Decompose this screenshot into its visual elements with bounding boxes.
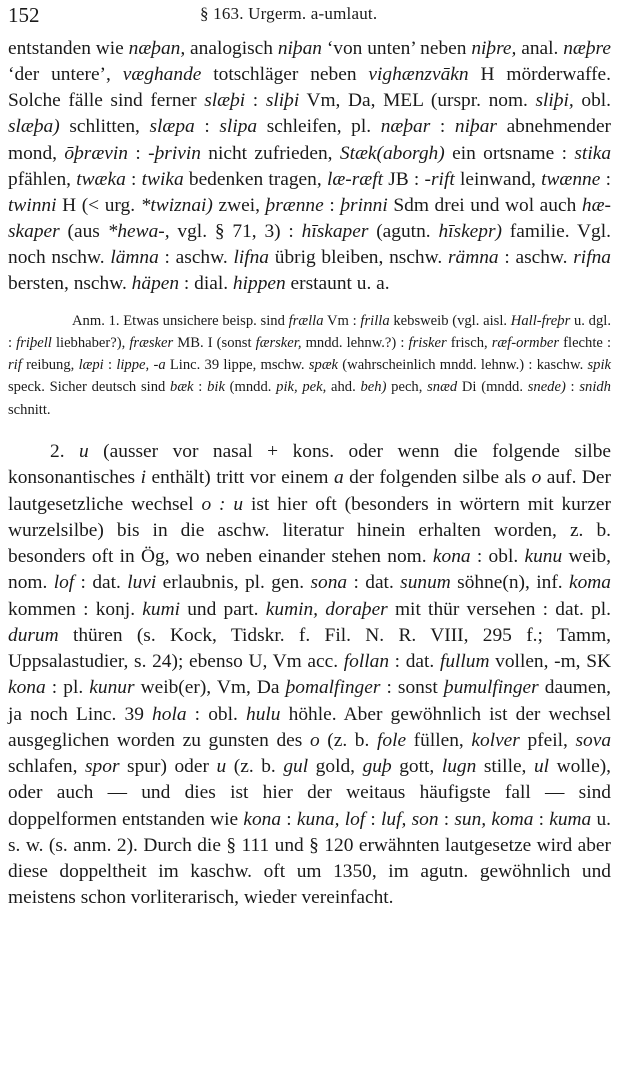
text-run: : bbox=[127, 142, 149, 164]
text-run: ahd. bbox=[326, 379, 361, 396]
text-run: stille, bbox=[476, 756, 534, 778]
italic-form: frælla bbox=[288, 312, 324, 329]
italic-form: kumi bbox=[142, 598, 180, 620]
italic-form: læ-ræft bbox=[326, 168, 383, 190]
text-run: vgl. § 71, 3) : bbox=[169, 221, 302, 243]
italic-form: sliþi, bbox=[535, 90, 574, 112]
italic-form: son bbox=[411, 808, 439, 830]
text-run: weib, nom. bbox=[8, 546, 611, 594]
text-run: : dial. bbox=[179, 273, 233, 295]
text-run: : bbox=[533, 808, 550, 830]
text-run: kommen : konj. bbox=[8, 598, 143, 620]
italic-form: hīskepr) bbox=[438, 221, 502, 243]
italic-form: lof bbox=[344, 808, 366, 830]
text-run: reibung, bbox=[21, 357, 79, 374]
text-run: ist hier oft (besonders in wörtern mit kurzer wurzelsilbe) bis in die aschw. literatur hinein erhalten worden, z. b. besonders oft in Ög, wo neben einander stehen nom. bbox=[8, 493, 611, 568]
text-run: : sonst bbox=[380, 677, 444, 699]
italic-form: luvi bbox=[127, 572, 157, 594]
text-run: pech, bbox=[386, 379, 428, 396]
italic-form: *hewa-, bbox=[107, 221, 170, 243]
italic-form: rifna bbox=[573, 247, 611, 269]
text-run: Vm : bbox=[323, 312, 361, 329]
text-run: : bbox=[565, 379, 580, 396]
italic-form: niþar bbox=[454, 116, 497, 138]
italic-form: frisker bbox=[408, 334, 447, 351]
italic-form: kona bbox=[243, 808, 282, 830]
italic-form: sunum bbox=[400, 572, 451, 594]
italic-form: næþan, bbox=[128, 38, 186, 59]
italic-form: kunu bbox=[524, 546, 563, 568]
text-run: kebsweib (vgl. aisl. bbox=[389, 312, 511, 329]
text-run: füllen, bbox=[406, 729, 472, 751]
text-run: mndd. lehnw.?) : bbox=[301, 334, 409, 351]
text-run: : bbox=[281, 808, 297, 830]
italic-form: luf, bbox=[381, 808, 407, 830]
italic-form: u bbox=[79, 441, 89, 463]
italic-form: *twiznai) bbox=[140, 194, 213, 216]
text-run: : dat. bbox=[389, 651, 440, 673]
italic-form: a bbox=[333, 467, 344, 489]
italic-form: sliþi bbox=[265, 90, 300, 112]
text-run: auf. Der lautgesetzliche wechsel bbox=[8, 467, 611, 515]
italic-form: guþ bbox=[362, 756, 392, 778]
italic-form: lof bbox=[53, 572, 75, 594]
text-run: zwei, bbox=[212, 194, 266, 216]
text-run: u. dgl. : bbox=[8, 312, 611, 351]
italic-form: færsker, bbox=[255, 334, 302, 351]
italic-form: -rift bbox=[424, 168, 455, 190]
italic-form: stika bbox=[574, 142, 612, 164]
text-run: söhne(n), inf. bbox=[450, 572, 569, 594]
text-run: vollen, -m, SK bbox=[489, 651, 611, 673]
italic-form: frilla bbox=[360, 312, 390, 329]
text-run: gott, bbox=[391, 756, 442, 778]
italic-form: twinni bbox=[8, 194, 57, 216]
text-run: : bbox=[430, 116, 455, 138]
italic-form: durum bbox=[8, 624, 59, 646]
text-run: gold, bbox=[308, 756, 363, 778]
text-run: : bbox=[600, 168, 611, 190]
text-run: : aschw. bbox=[498, 247, 574, 269]
italic-form: spæk bbox=[308, 357, 339, 374]
italic-form: twika bbox=[141, 168, 184, 190]
text-run: Vm, Da, MEL (urspr. nom. bbox=[299, 90, 536, 112]
italic-form: Hall-freþr bbox=[510, 312, 571, 329]
text-run: ‘der untere’, bbox=[8, 64, 123, 86]
italic-form: hulu bbox=[246, 703, 281, 725]
text-run: : obl. bbox=[470, 546, 525, 568]
text-run: u. s. w. (s. anm. 2). Durch die § 111 und § 120 erwähnten lautgesetze wird aber diese doppeltheit im kaschw. oft um 1350, im agutn. gewöhnlich und meistens schon vorliterarisch, wieder vereinfacht. bbox=[8, 808, 612, 909]
italic-form: twæka bbox=[76, 168, 126, 190]
italic-form: kumin, doraþer bbox=[265, 598, 388, 620]
running-header bbox=[8, 0, 611, 30]
italic-form: þrinni bbox=[340, 194, 388, 216]
italic-form: lippe, bbox=[116, 357, 150, 374]
italic-form: hippen bbox=[232, 273, 286, 295]
text-run: und part. bbox=[179, 598, 266, 620]
running-title: § 163. Urgerm. a-umlaut. bbox=[200, 4, 378, 23]
italic-form: þumulfinger bbox=[443, 677, 539, 699]
text-run: spur) oder bbox=[119, 756, 217, 778]
italic-form: hola bbox=[152, 703, 187, 725]
italic-form: koma bbox=[569, 572, 612, 594]
italic-form: spik bbox=[587, 357, 612, 374]
text-run: 2. bbox=[50, 441, 80, 463]
text-run: frisch, bbox=[446, 334, 492, 351]
text-run: (aus bbox=[59, 221, 108, 243]
italic-form: ul bbox=[533, 756, 550, 778]
page-number: 152 bbox=[8, 3, 40, 27]
text-run: obl. bbox=[573, 90, 611, 112]
italic-form: Stæk(aborgh) bbox=[339, 142, 445, 164]
italic-form: þrænne bbox=[265, 194, 324, 216]
italic-form: kuma bbox=[549, 808, 592, 830]
text-run: totschläger neben bbox=[201, 64, 369, 86]
text-run: schleifen, pl. bbox=[257, 116, 381, 138]
text-run: pfählen, bbox=[8, 168, 77, 190]
text-run: MB. I (sonst bbox=[173, 334, 256, 351]
paragraph-2 bbox=[8, 439, 611, 912]
text-run: höhle. Aber gewöhnlich ist der wechsel ausgeglichen worden zu gunsten des bbox=[8, 703, 611, 751]
italic-form: ōþrævin bbox=[64, 142, 128, 164]
text-run: flechte : bbox=[559, 334, 612, 351]
italic-form: þomalfinger bbox=[285, 677, 381, 699]
text-run: ein ortsname : bbox=[444, 142, 575, 164]
italic-form: vighænzvākn bbox=[368, 64, 469, 86]
text-run: ‘von unten’ neben bbox=[321, 38, 472, 59]
italic-form: hīskaper bbox=[301, 221, 369, 243]
text-run: schlitten, bbox=[59, 116, 150, 138]
italic-form: lämna bbox=[110, 247, 159, 269]
text-run: Sdm drei und wol auch bbox=[387, 194, 582, 216]
italic-form: fole bbox=[376, 729, 407, 751]
text-run: enthält) tritt vor einem bbox=[146, 467, 334, 489]
text-run: : aschw. bbox=[158, 247, 234, 269]
italic-form: hæ-skaper bbox=[8, 194, 611, 243]
italic-form: kolver bbox=[471, 729, 520, 751]
italic-form: snede) bbox=[527, 379, 566, 396]
text-run: Di (mndd. bbox=[457, 379, 528, 396]
text-run: : dat. bbox=[74, 572, 128, 594]
italic-form: -þrivin bbox=[148, 142, 201, 164]
italic-form: koma bbox=[491, 808, 534, 830]
text-run: (agutn. bbox=[368, 221, 439, 243]
italic-form: kuna, bbox=[296, 808, 340, 830]
text-run: speck. Sicher deutsch sind bbox=[8, 379, 171, 396]
text-run: : bbox=[438, 808, 455, 830]
text-run: der folgenden silbe als bbox=[343, 467, 532, 489]
italic-form: o : u bbox=[201, 493, 244, 515]
text-run: (z. b. bbox=[319, 729, 377, 751]
italic-form: pik, pek, bbox=[276, 379, 327, 396]
italic-form: sova bbox=[575, 729, 612, 751]
italic-form: häpen bbox=[131, 273, 180, 295]
text-run: daumen, ja noch Linc. 39 bbox=[8, 677, 611, 725]
italic-form: follan bbox=[343, 651, 390, 673]
italic-form: o bbox=[309, 729, 320, 751]
italic-form: -a bbox=[153, 357, 166, 374]
italic-form: næþar bbox=[380, 116, 431, 138]
italic-form: slipa bbox=[219, 116, 258, 138]
italic-form: bæk bbox=[170, 379, 194, 396]
text-run: (ausser vor nasal + kons. oder wenn die folgende silbe konsonantisches bbox=[8, 441, 611, 489]
text-run: (mndd. bbox=[224, 379, 277, 396]
text-run: nicht zufrieden, bbox=[200, 142, 340, 164]
italic-form: kona bbox=[8, 677, 46, 699]
text-run: JB : bbox=[382, 168, 425, 190]
text-run: : bbox=[365, 808, 382, 830]
italic-form: slæpa bbox=[149, 116, 195, 138]
italic-form: niþan bbox=[277, 38, 322, 59]
italic-form: friþell bbox=[16, 334, 52, 351]
italic-form: ræf-ormber bbox=[491, 334, 560, 351]
text-run: übrig bleiben, nschw. bbox=[269, 247, 448, 269]
italic-form: snidh bbox=[579, 379, 611, 396]
italic-form: gul bbox=[283, 756, 309, 778]
text-run: entstanden wie bbox=[8, 38, 129, 59]
italic-form: væghande bbox=[122, 64, 202, 86]
italic-form: lugn bbox=[441, 756, 477, 778]
italic-form: u bbox=[216, 756, 227, 778]
text-run: : bbox=[194, 116, 220, 138]
text-run: analogisch bbox=[185, 38, 278, 59]
italic-form: snæd bbox=[427, 379, 458, 396]
italic-form: fullum bbox=[439, 651, 490, 673]
italic-form: næþre bbox=[563, 38, 611, 59]
text-run: : bbox=[193, 379, 208, 396]
text-run: (wahrscheinlich mndd. lehnw.) : kaschw. bbox=[338, 357, 588, 374]
italic-form: rif bbox=[8, 357, 22, 374]
text-run: pfeil, bbox=[519, 729, 576, 751]
text-run: : obl. bbox=[186, 703, 246, 725]
footnote-anm-1 bbox=[8, 310, 611, 421]
text-run: leinwand, bbox=[454, 168, 542, 190]
italic-form: lifna bbox=[233, 247, 270, 269]
italic-form: slæþi bbox=[204, 90, 246, 112]
italic-form: læpi bbox=[78, 357, 104, 374]
text-run: abnehmender mond, bbox=[8, 116, 612, 164]
text-run: schnitt. bbox=[8, 401, 51, 418]
text-run: Linc. 39 lippe, mschw. bbox=[165, 357, 309, 374]
text-run: anal. bbox=[516, 38, 564, 59]
text-run: : bbox=[125, 168, 142, 190]
italic-form: o bbox=[531, 467, 542, 489]
text-run: : dat. bbox=[347, 572, 401, 594]
italic-form: twænne bbox=[541, 168, 601, 190]
italic-form: spor bbox=[85, 756, 120, 778]
text-run: mit thür versehen : dat. pl. bbox=[387, 598, 611, 620]
italic-form: fræsker bbox=[129, 334, 174, 351]
text-run: H (< urg. bbox=[56, 194, 141, 216]
text-run: : bbox=[103, 357, 117, 374]
text-run: bedenken tragen, bbox=[183, 168, 327, 190]
text-run: bersten, nschw. bbox=[8, 273, 132, 295]
text-run: erstaunt u. a. bbox=[285, 273, 390, 295]
text-run: schlafen, bbox=[8, 756, 86, 778]
italic-form: kona bbox=[432, 546, 471, 568]
text-run: Anm. 1. Etwas unsichere beisp. sind bbox=[72, 312, 289, 329]
text-run: weib(er), Vm, Da bbox=[134, 677, 286, 699]
paragraph-continuation bbox=[8, 36, 611, 298]
italic-form: kunur bbox=[89, 677, 135, 699]
italic-form: beh) bbox=[360, 379, 387, 396]
text-run: liebhaber?), bbox=[51, 334, 130, 351]
text-run: : bbox=[245, 90, 266, 112]
text-run: (z. b. bbox=[226, 756, 284, 778]
text-run: erlaubnis, pl. gen. bbox=[156, 572, 311, 594]
text-run: wolle), oder auch — und dies ist hier der weitaus häufigste fall — sind doppelformen entstanden wie bbox=[8, 756, 612, 830]
italic-form: slæþa) bbox=[8, 116, 60, 138]
italic-form: niþre, bbox=[471, 38, 517, 59]
italic-form: bik bbox=[207, 379, 225, 396]
text-run: thüren (s. Kock, Tidskr. f. Fil. N. R. VIII, 295 f.; Tamm, Uppsalastudier, s. 24); ebenso U, Vm acc. bbox=[8, 624, 611, 673]
text-run: : bbox=[323, 194, 341, 216]
text-run: H mörderwaffe. Solche fälle sind ferner bbox=[8, 64, 611, 112]
text-run: familie. Vgl. noch nschw. bbox=[8, 221, 611, 269]
italic-form: sun, bbox=[454, 808, 487, 830]
italic-form: i bbox=[140, 467, 146, 489]
italic-form: sona bbox=[310, 572, 348, 594]
text-run: : pl. bbox=[45, 677, 90, 699]
italic-form: rämna bbox=[447, 247, 499, 269]
